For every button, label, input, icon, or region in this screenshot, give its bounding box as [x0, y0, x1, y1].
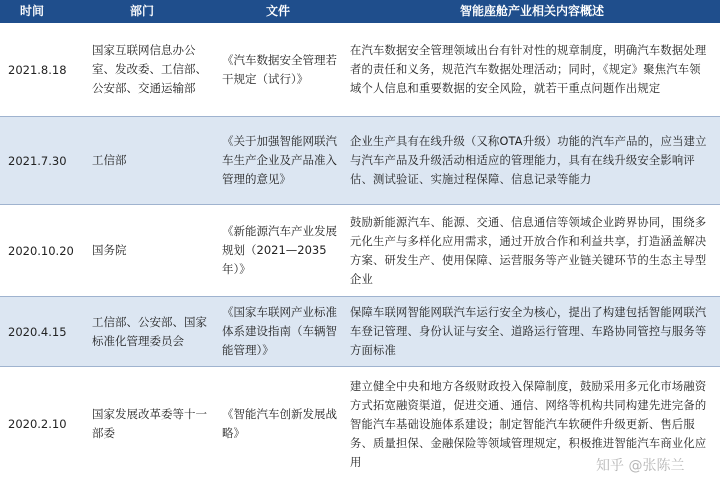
row-desc: 在汽车数据安全管理领域出台有针对性的规章制度，明确汽车数据处理者的责任和义务，规范汽车数据处理活动；同时，《规定》聚焦汽车领域个人信息和重要数据的安全风险，就若干重点问题作出规定: [350, 44, 707, 95]
row-date: 2020.4.15: [8, 324, 67, 339]
header-dept: 部门: [130, 4, 155, 18]
table-row: [0, 23, 720, 117]
table-row: [0, 297, 720, 367]
row-doc: 《国家车联网产业标准体系建设指南（车辆智能管理）》: [222, 305, 337, 357]
row-dept: 国家互联网信息办公室、发改委、工信部、公安部、交通运输部: [92, 43, 207, 95]
row-date: 2020.10.20: [8, 243, 74, 258]
watermark: 知乎 @张陈兰: [596, 458, 685, 474]
row-dept: 工信部: [92, 153, 127, 167]
row-dept: 国务院: [92, 243, 127, 257]
row-dept: 工信部、公安部、国家标准化管理委员会: [92, 314, 207, 348]
header-desc: 智能座舱产业相关内容概述: [460, 4, 605, 18]
header-doc: 文件: [266, 4, 291, 18]
row-desc: 企业生产具有在线升级（又称OTA升级）功能的汽车产品的，应当建立与汽车产品及升级活动相适应的管理能力，具有在线升级安全影响评估、测试验证、实施过程保障、信息记录等能力: [350, 135, 707, 186]
row-doc: 《汽车数据安全管理若干规定（试行）》: [222, 52, 337, 86]
row-desc: 保障车联网智能网联汽车运行安全为核心，提出了构建包括智能网联汽车登记管理、身份认证与安全、道路运行管理、车路协同管控与服务等方面标准: [350, 306, 707, 357]
row-desc: 建立健全中央和地方各级财政投入保障制度，鼓励采用多元化市场融资方式拓宽融资渠道，促进交通、通信、网络等机构共同构建先进完备的智能汽车基础设施体系建设；制定智能汽车软硬件升级更新、售后服务、质量担保、金融保险等领域管理规定，积极推进智能汽车商业化应用: [350, 379, 707, 469]
header-date: 时间: [20, 4, 45, 18]
row-doc: 《新能源汽车产业发展规划（2021—2035年）》: [222, 224, 337, 276]
table-row: [0, 205, 720, 297]
table-header: [0, 0, 720, 23]
row-date: 2020.2.10: [8, 417, 67, 431]
row-date: 2021.8.18: [8, 62, 67, 77]
row-doc: 《智能汽车创新发展战略》: [222, 407, 337, 440]
row-desc: 鼓励新能源汽车、能源、交通、信息通信等领域企业跨界协同，围绕多元化生产与多样化应用需求，通过开放合作和利益共享，打造涵盖解决方案、研发生产、使用保障、运营服务等产业链关键环节的生态主导型企业: [350, 215, 707, 286]
row-date: 2021.7.30: [8, 153, 67, 168]
row-doc: 《关于加强智能网联汽车生产企业及产品准入管理的意见》: [222, 134, 337, 186]
row-dept: 国家发展改革委等十一部委: [92, 407, 207, 440]
table-row: [0, 117, 720, 205]
